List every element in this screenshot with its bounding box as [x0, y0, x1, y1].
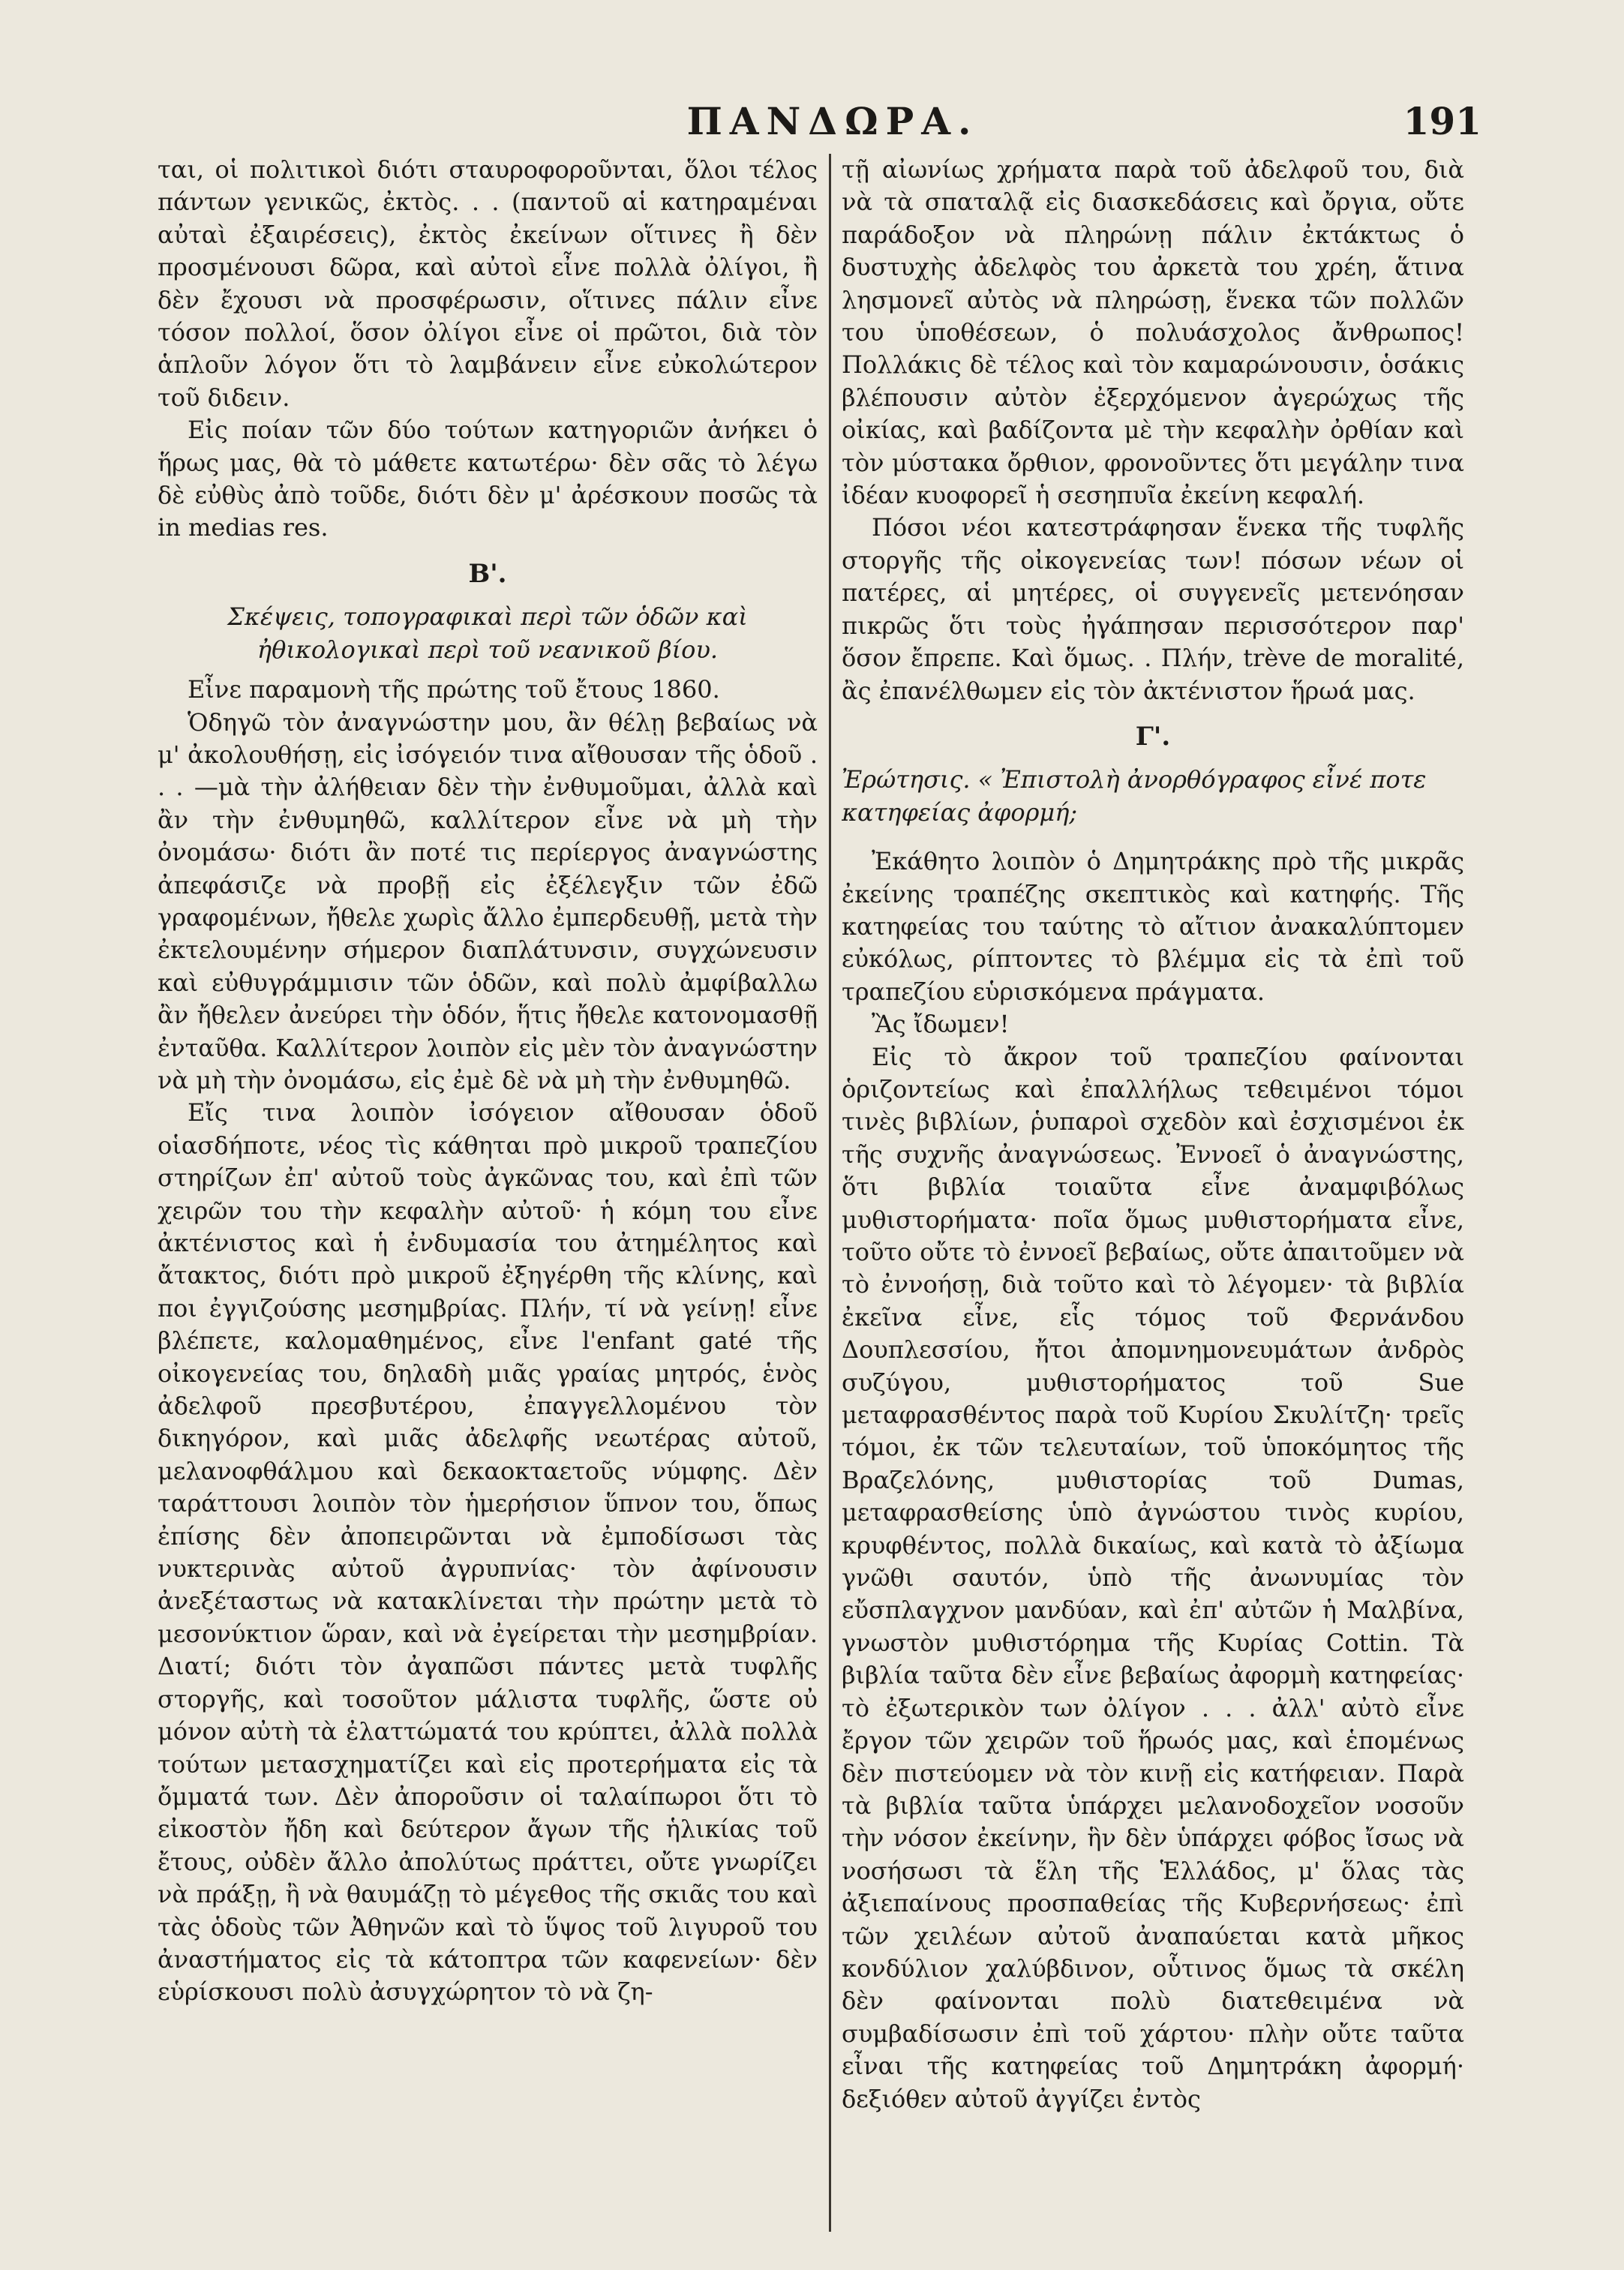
- paragraph: Εἴς τινα λοιπὸν ἰσόγειον αἴθουσαν ὁδοῦ οἱασδήποτε, νέος τὶς κάθηται πρὸ μικροῦ τραπεζίου στηρίζων ἐπ' αὐτοῦ τοὺς ἀγκῶνας του, καὶ ἐπὶ τῶν χειρῶν του τὴν κεφαλὴν αὐτοῦ· ἡ κόμη του εἶνε ἀκτένιστος καὶ ἡ ἐνδυμασία του ἀτημέλητος καὶ ἄτακτος, διότι πρὸ μικροῦ ἐξηγέρθη τῆς κλίνης, καὶ ποι ἐγγιζούσης μεσημβρίας. Πλήν, τί νὰ γείνῃ! εἶνε βλέπετε, καλομαθημένος, εἶνε l'enfant gaté τῆς οἰκογενείας του, δηλαδὴ μιᾶς γραίας μητρός, ἑνὸς ἀδελφοῦ πρεσβυτέρου, ἐπαγγελλομένου τὸν δικηγόρον, καὶ μιᾶς ἀδελφῆς νεωτέρας αὐτοῦ, μελανοφθάλμου καὶ δεκαοκταετοῦς νύμφης. Δὲν ταράττουσι λοιπὸν τὸν ἡμερήσιον ὕπνον του, ὅπως ἐπίσης δὲν ἀποπειρῶνται νὰ ἐμποδίσωσι τὰς νυκτερινὰς αὐτοῦ ἀγρυπνίας· τὸν ἀφίνουσιν ἀνεξέταστως νὰ κατακλίνεται τὴν πρώτην μετὰ τὸ μεσονύκτιον ὥραν, καὶ νὰ ἐγείρεται τὴν μεσημβρίαν. Διατί; διότι τὸν ἀγαπῶσι πάντες μετὰ τυφλῆς στοργῆς, καὶ τοσοῦτον μάλιστα τυφλῆς, ὥστε οὐ μόνον αὐτὴ τὰ ἐλαττώματά του κρύπτει, ἀλλὰ πολλὰ τούτων μετασχηματίζει καὶ εἰς προτερήματα εἰς τὰ ὄμματά των. Δὲν ἀποροῦσιν οἱ ταλαίπωροι ὅτι τὸ εἰκοστὸν ἤδη καὶ δεύτερον ἄγων τῆς ἡλικίας τοῦ ἔτους, οὐδὲν ἄλλο ἀπολύτως πράττει, οὔτε γνωρίζει νὰ πράξῃ, ἢ νὰ θαυμάζῃ τὸ μέγεθος τῆς σκιᾶς του καὶ τὰς ὁδοὺς τῶν Ἀθηνῶν καὶ τὸ ὕψος τοῦ λιγυροῦ του ἀναστήματος εἰς τὰ κάτοπτρα τῶν καφενείων· δὲν εὑρίσκουσι πολὺ ἀσυγχώρητον τὸ νὰ ζη-: [158, 1098, 818, 2007]
- paragraph: τῇ αἰωνίως χρήματα παρὰ τοῦ ἀδελφοῦ του, διὰ νὰ τὰ σπαταλᾷ εἰς διασκεδάσεις καὶ ὄργια, οὔτε παράδοξον νὰ πληρώνῃ πάλιν ἐκτάκτως ὁ δυστυχὴς ἀδελφὸς του ἀρκετὰ του χρέη, ἅτινα λησμονεῖ αὐτὸς νὰ πληρώσῃ, ἕνεκα τῶν πολλῶν του ὑποθέσεων, ὁ πολυάσχολος ἄνθρωπος! Πολλάκις δὲ τέλος καὶ τὸν καμαρώνουσιν, ὁσάκις βλέπουσιν αὐτὸν ἐξερχόμενον ἀγερώχως τῆς οἰκίας, καὶ βαδίζοντα μὲ τὴν κεφαλὴν ὀρθίαν καὶ τὸν μύστακα ὄρθιον, φρονοῦντες ὅτι μεγάλην τινα ἰδέαν κυοφορεῖ ἡ σεσηπυῖα ἐκείνη κεφαλή.: [842, 155, 1464, 510]
- paragraph: Πόσοι νέοι κατεστράφησαν ἕνεκα τῆς τυφλῆς στοργῆς τῆς οἰκογενείας των! πόσων νέων οἱ πατέρες, αἱ μητέρες, οἱ συγγενεῖς μετενόησαν πικρῶς ὅτι τοὺς ἠγάπησαν περισσότερον παρ' ὅσον ἔπρεπε. Καὶ ὅμως. . Πλήν, trève de moralité, ἂς ἐπανέλθωμεν εἰς τὸν ἀκτένιστον ἥρωά μας.: [842, 513, 1464, 705]
- section-subtitle: Σκέψεις, τοπογραφικαὶ περὶ τῶν ὁδῶν καὶ ἠθικολογικαὶ περὶ τοῦ νεανικοῦ βίου.: [227, 602, 748, 664]
- paragraph: Ἐκάθητο λοιπὸν ὁ Δημητράκης πρὸ τῆς μικρᾶς ἐκείνης τραπέζης σκεπτικὸς καὶ κατηφής. Τῆς κατηφείας του ταύτης τὸ αἴτιον ἀνακαλύπτομεν εὐκόλως, ρίπτοντες τὸ βλέμμα εἰς τὰ ἐπὶ τοῦ τραπεζίου εὑρισκόμενα πράγματα.: [842, 847, 1464, 1006]
- right-column: [842, 154, 1464, 2239]
- paragraph: Εἰς ποίαν τῶν δύο τούτων κατηγοριῶν ἀνήκει ὁ ἥρως μας, θὰ τὸ μάθετε κατωτέρω· δὲν σᾶς τὸ λέγω δὲ εὐθὺς ἀπὸ τοῦδε, διότι δὲν μ' ἀρέσκουν ποσῶς τὰ in medias res.: [158, 416, 818, 542]
- paragraph: Εἶνε παραμονὴ τῆς πρώτης τοῦ ἔτους 1860.: [188, 675, 720, 704]
- paragraph: Ἂς ἴδωμεν!: [872, 1010, 1010, 1039]
- section-heading: Γ'.: [1135, 721, 1171, 752]
- paragraph: Εἰς τὸ ἄκρον τοῦ τραπεζίου φαίνονται ὁριζοντείως καὶ ἐπαλλήλως τεθειμένοι τόμοι τινὲς βιβλίων, ῥυπαροὶ σχεδὸν καὶ ἐσχισμένοι ἐκ τῆς συχνῆς ἀναγνώσεως. Ἐννοεῖ ὁ ἀναγνώστης, ὅτι βιβλία τοιαῦτα εἶνε ἀναμφιβόλως μυθιστορήματα· ποῖα ὅμως μυθιστορήματα εἶνε, τοῦτο οὔτε τὸ ἐννοεῖ βεβαίως, οὔτε ἀπαιτοῦμεν νὰ τὸ ἐννοήσῃ, διὰ τοῦτο καὶ τὸ λέγομεν· τὰ βιβλία ἐκεῖνα εἶνε, εἷς τόμος τοῦ Φερνάνδου Δουπλεσσίου, ἤτοι ἀπομνημονευμάτων ἀνδρὸς συζύγου, μυθιστορήματος τοῦ Sue μεταφρασθέντος παρὰ τοῦ Κυρίου Σκυλίτζη· τρεῖς τόμοι, ἐκ τῶν τελευταίων, τοῦ ὑποκόμητος τῆς Βραζελόνης, μυθιστορίας τοῦ Dumas, μεταφρασθείσης ὑπὸ ἀγνώστου τινὸς κυρίου, κρυφθέντος, πολλὰ δικαίως, καὶ κατὰ τὸ ἀξίωμα γνῶθι σαυτόν, ὑπὸ τῆς ἀνωνυμίας τὸν εὔσπλαγχνον μανδύαν, καὶ ἐπ' αὐτῶν ἡ Μαλβίνα, γνωστὸν μυθιστόρημα τῆς Κυρίας Cottin. Τὰ βιβλία ταῦτα δὲν εἶνε βεβαίως ἀφορμὴ κατηφείας· τὸ ἐξωτερικὸν των ὀλίγον . . . ἀλλ' αὐτὸ εἶνε ἔργον τῶν χειρῶν τοῦ ἥρωός μας, καὶ ἑπομένως δὲν πιστεύομεν νὰ τὸν κινῇ εἰς κατήφειαν. Παρὰ τὰ βιβλία ταῦτα ὑπάρχει μελανοδοχεῖον νοσοῦν τὴν νόσον ἐκείνην, ἣν δὲν ὑπάρχει φόβος ἴσως νὰ νοσήσωσι τὰ ἕλη τῆς Ἑλλάδος, μ' ὅλας τὰς ἀξιεπαίνους προσπαθείας τῆς Κυβερνήσεως· ἐπὶ τῶν χειλέων αὐτοῦ ἀναπαύεται κατὰ μῆκος κονδύλιον χαλύβδινον, οὗτινος ὅμως τὰ σκέλη δὲν φαίνονται πολὺ διατεθειμένα νὰ συμβαδίσωσιν ἐπὶ τοῦ χάρτου· πλὴν οὔτε ταῦτα εἶναι τῆς κατηφείας τοῦ Δημητράκη ἀφορμή· δεξιόθεν αὐτοῦ ἀγγίζει ἐντὸς: [842, 1042, 1464, 2113]
- section-question: Ἐρώτησις. « Ἐπιστολὴ ἀνορθόγραφος εἶνέ ποτε κατηφείας ἀφορμή;: [842, 765, 1427, 827]
- running-title: ΠΑΝΔΩΡΑ.: [686, 99, 979, 143]
- left-column: [158, 154, 818, 2239]
- page-number: 191: [1403, 99, 1481, 143]
- paragraph: Ὁδηγῶ τὸν ἀναγνώστην μου, ἂν θέλῃ βεβαίως νὰ μ' ἀκολουθήσῃ, εἰς ἰσόγειόν τινα αἴθουσαν τῆς ὁδοῦ . . . —μὰ τὴν ἀλήθειαν δὲν τὴν ἐνθυμοῦμαι, ἀλλὰ καὶ ἂν τὴν ἐνθυμηθῶ, καλλίτερον εἶνε νὰ μὴ τὴν ὀνομάσω· διότι ἂν ποτέ τις περίεργος ἀναγνώστης ἀπεφάσιζε νὰ προβῇ εἰς ἐξέλεγξιν τῶν ἐδῶ γραφομένων, ἤθελε χωρὶς ἄλλο ἐμπερδευθῇ, μετὰ τὴν ἐκτελουμένην σήμερον διαπλάτυνσιν, συγχώνευσιν καὶ εὐθυγράμμισιν τῶν ὁδῶν, καὶ πολὺ ἀμφίβαλλω ἂν ἤθελεν ἀνεύρει τὴν ὁδόν, ἥτις ἤθελε κατονομασθῇ ἐνταῦθα. Καλλίτερον λοιπὸν εἰς μὲν τὸν ἀναγνώστην νὰ μὴ τὴν ὀνομάσω, εἰς ἐμὲ δὲ νὰ μὴ τὴν ἐνθυμηθῶ.: [158, 707, 818, 1094]
- column-divider: [829, 154, 831, 2232]
- section-heading: Β'.: [468, 558, 507, 589]
- paragraph: ται, οἱ πολιτικοὶ διότι σταυροφοροῦνται, ὅλοι τέλος πάντων γενικῶς, ἐκτὸς. . . (παντοῦ αἱ κατηραμέναι αὐταὶ ἐξαιρέσεις), ἐκτὸς ἐκείνων οἵτινες ἢ δὲν προσμένουσι δῶρα, καὶ αὐτοὶ εἶνε πολλὰ ὀλίγοι, ἢ δὲν ἔχουσι νὰ προσφέρωσιν, οἵτινες πάλιν εἶνε τόσον πολλοί, ὅσον ὀλίγοι εἶνε οἱ πρῶτοι, διὰ τὸν ἁπλοῦν λόγον ὅτι τὸ λαμβάνειν εἶνε εὐκολώτερον τοῦ διδειν.: [158, 155, 818, 412]
